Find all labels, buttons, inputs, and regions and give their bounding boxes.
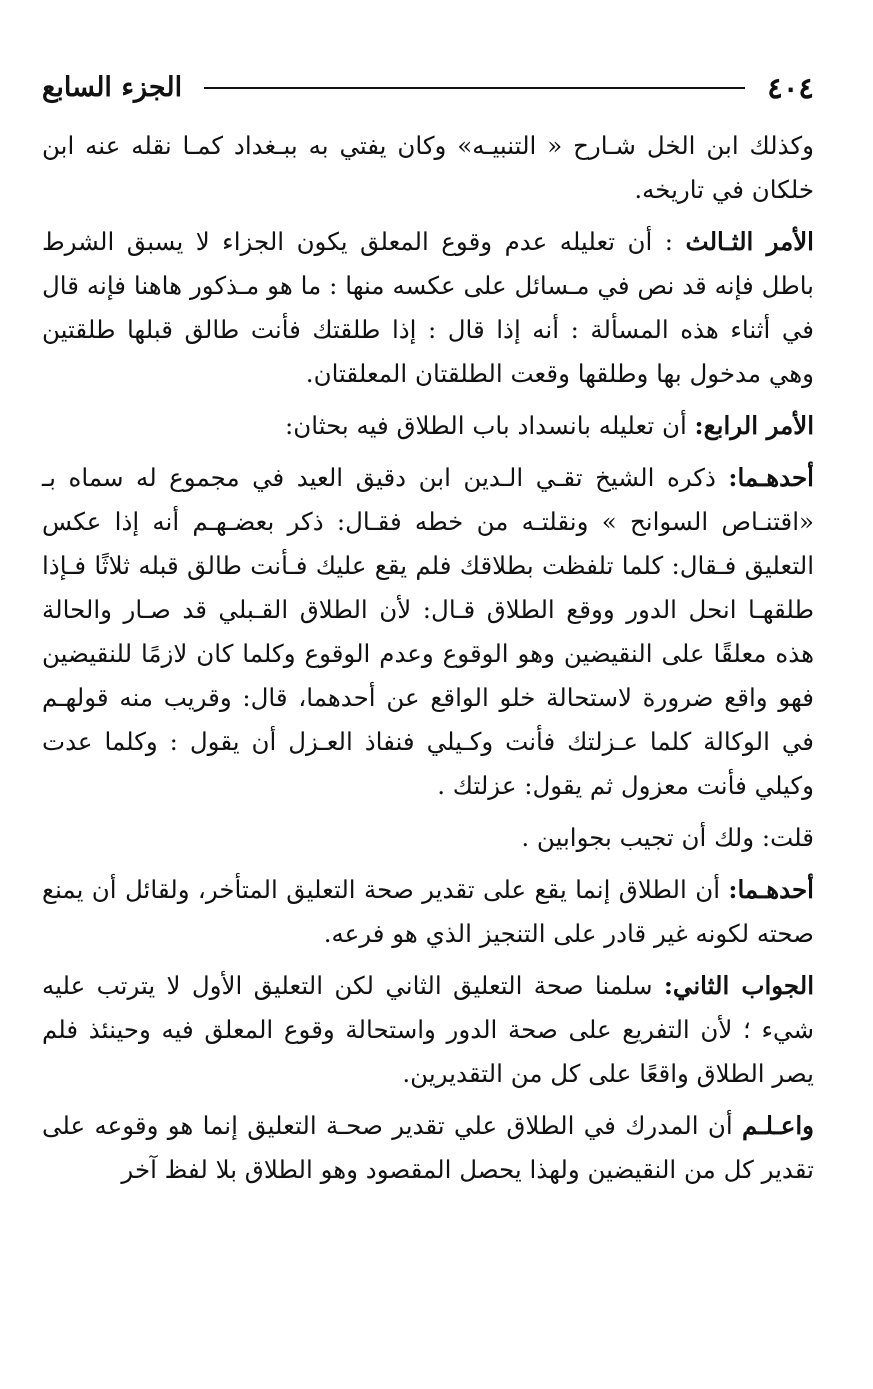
paragraph-lead: الأمر الرابع: xyxy=(694,411,814,440)
paragraph-text: أن تعليله بانسداد باب الطلاق فيه بحثان: xyxy=(284,411,695,440)
paragraph-text: قلت: ولك أن تجيب بجوابين . xyxy=(521,823,814,852)
paragraph-text: أن المدرك في الطلاق علي تقدير صحـة التعليق إنما هو وقوعه على تقدير كل من النقيضين ولهذا يحصل المقصود وهو الطلاق بلا لفظ آخر xyxy=(42,1111,814,1184)
paragraph xyxy=(42,868,814,956)
paragraph-text: وكذلك ابن الخل شـارح « التنبيـه» وكان يفتي به ببـغداد كمـا نقله عنه ابن خلكان في تاريخه. xyxy=(42,131,814,204)
paragraph xyxy=(42,1104,814,1192)
page-header xyxy=(42,66,814,110)
paragraph-text: أن الطلاق إنما يقع على تقدير صحة التعليق المتأخر، ولقائل أن يمنع صحته لكونه غير قادر على التنجيز الذي هو فرعه. xyxy=(42,875,814,948)
book-page xyxy=(42,66,814,1200)
header-rule xyxy=(204,87,745,89)
paragraph-lead: الجواب الثاني: xyxy=(663,971,814,1000)
paragraph xyxy=(42,816,814,860)
paragraph-lead: الأمر الثـالث xyxy=(685,227,814,256)
paragraph xyxy=(42,456,814,808)
page-number: ٤٠٤ xyxy=(767,71,814,105)
paragraph-text: : أن تعليله عدم وقوع المعلق يكون الجزاء لا يسبق الشرط باطل فإنه قد نص في مـسائل على عكسه منها : ما هو مـذكور هاهنا فإنه قال في أثناء هذه المسألة : أنه إذا قال : إذا طلقتك فأنت طالق قبلها طلقتين وهي مدخول بها وطلقها وقعت الطلقتان المعلقتان. xyxy=(42,227,814,388)
paragraph-lead: أحدهـما: xyxy=(728,463,814,492)
paragraph-text: ذكره الشيخ تقـي الـدين ابن دقيق العيد في مجموع له سماه بـ «اقتنـاص السوانح » ونقلتـه من خطه فقـال: ذكر بعضـهـم أنه إذا عكس التعليق فـقال: كلما تلفظت بطلاقك فلم يقع عليك فـأنت طالق قبله ثلاثًا فـإذا طلقهـا انحل الدور ووقع الطلاق قـال: لأن الطلاق القـبلي قد صـار والحالة هذه معلقًا على النقيضين وهو الوقوع وعدم الوقوع وكلما كان لازمًا للنقيضين فهو واقع ضرورة لاستحالة خلو الواقع عن أحدهما، قال: وقريب منه قولهـم في الوكالة كلما عـزلتك فأنت وكـيلي فنفاذ العـزل أن يقول : وكلما عدت وكيلي فأنت معزول ثم يقول: عزلتك . xyxy=(42,463,814,800)
paragraph-lead: واعـلـم xyxy=(741,1111,814,1140)
paragraph xyxy=(42,964,814,1096)
paragraph xyxy=(42,124,814,212)
paragraph-lead: أحدهـما: xyxy=(728,875,814,904)
paragraph xyxy=(42,404,814,448)
paragraph-text: سلمنا صحة التعليق الثاني لكن التعليق الأول لا يترتب عليه شيء ؛ لأن التفريع على صحة الدور واستحالة وقوع المعلق فيه وحينئذ فلم يصر الطلاق واقعًا على كل من التقديرين. xyxy=(42,971,814,1088)
paragraph xyxy=(42,220,814,396)
page-body xyxy=(42,124,814,1192)
running-title: الجزء السابع xyxy=(42,72,183,103)
